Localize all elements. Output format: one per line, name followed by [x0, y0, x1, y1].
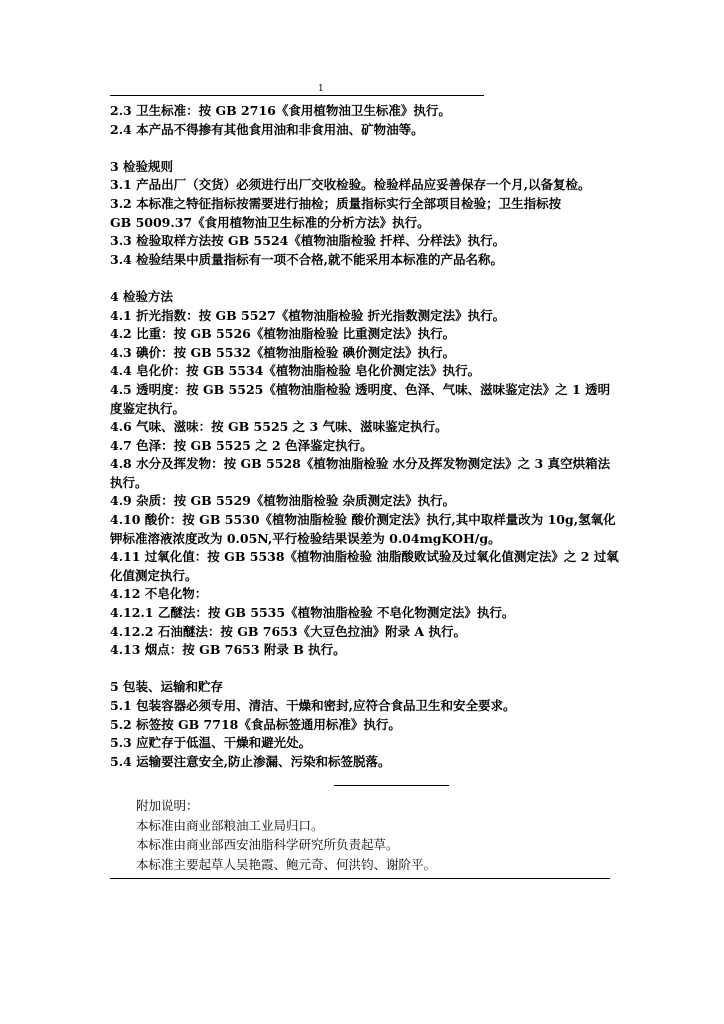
clause-line: 4.2 比重：按 GB 5526《植物油脂检验 比重测定法》执行。 — [110, 326, 456, 342]
clause-line: 3 检验规则 — [110, 158, 174, 174]
clause-line: 4.6 气味、滋味：按 GB 5525 之 3 气味、滋味鉴定执行。 — [110, 419, 448, 435]
notes-line: 本标准由商业部西安油脂科学研究所负责起草。 — [136, 837, 399, 853]
clause-line: 3.3 检验取样方法按 GB 5524《植物油脂检验 扦样、分样法》执行。 — [110, 233, 506, 249]
notes-heading: 附加说明： — [136, 798, 199, 814]
clause-line: 5.1 包装容器必须专用、清洁、干燥和密封,应符合食品卫生和安全要求。 — [110, 698, 516, 713]
page-mark: 1 — [318, 84, 324, 94]
clause-line: 4.8 水分及挥发物：按 GB 5528《植物油脂检验 水分及挥发物测定法》之 3 真空烘箱法 — [110, 456, 611, 472]
clause-line: 4.4 皂化价：按 GB 5534《植物油脂检验 皂化价测定法》执行。 — [110, 363, 481, 379]
clause-line: 度鉴定执行。 — [110, 400, 186, 416]
clause-line: 3.2 本标准之特征指标按需要进行抽检；质量指标实行全部项目检验；卫生指标按 — [110, 195, 562, 211]
additional-notes — [110, 796, 620, 874]
clause-line: 4.9 杂质：按 GB 5529《植物油脂检验 杂质测定法》执行。 — [110, 493, 456, 509]
paragraph-spacer — [110, 269, 620, 288]
clause-line: 4.1 折光指数：按 GB 5527《植物油脂检验 折光指数测定法》执行。 — [110, 307, 506, 323]
paragraph-spacer — [110, 660, 620, 679]
footer-rule — [110, 878, 610, 879]
clause-line: 5.4 运输要注意安全,防止渗漏、污染和标签脱落。 — [110, 753, 391, 769]
section-end-rule — [334, 785, 449, 786]
clause-line: 2.3 卫生标准：按 GB 2716《食用植物油卫生标准》执行。 — [110, 103, 451, 118]
paragraph-spacer — [110, 139, 620, 158]
clause-line: 5.3 应贮存于低温、干燥和避光处。 — [110, 735, 312, 751]
clause-line: 4.7 色泽：按 GB 5525 之 2 色泽鉴定执行。 — [110, 437, 373, 453]
clause-line: GB 5009.37《食用植物油卫生标准的分析方法》执行。 — [110, 214, 430, 230]
clause-line: 4.5 透明度：按 GB 5525《植物油脂检验 透明度、色泽、气味、滋味鉴定法》之 1 透明 — [110, 381, 611, 397]
clause-line: 2.4 本产品不得掺有其他食用油和非食用油、矿物油等。 — [110, 121, 424, 137]
standard-clauses — [110, 102, 620, 771]
clause-line: 3.4 检验结果中质量指标有一项不合格,就不能采用本标准的产品名称。 — [110, 251, 503, 267]
clause-line: 4.10 酸价：按 GB 5530《植物油脂检验 酸价测定法》执行,其中取样量改为 10g,氢氧化 — [110, 512, 616, 528]
clause-line: 钾标准溶液浓度改为 0.05N,平行检验结果误差为 0.04mgKOH/g。 — [110, 530, 501, 546]
clause-line: 4.11 过氧化值：按 GB 5538《植物油脂检验 油脂酸败试验及过氧化值测定法》之 2 过氧 — [110, 549, 619, 565]
clause-line: 4.13 烟点：按 GB 7653 附录 B 执行。 — [110, 642, 346, 658]
clause-line: 4 检验方法 — [110, 288, 174, 304]
notes-line: 本标准由商业部粮油工业局归口。 — [136, 817, 324, 833]
clause-line: 执行。 — [110, 474, 148, 490]
clause-line: 3.1 产品出厂（交货）必须进行出厂交收检验。检验样品应妥善保存一个月,以备复检。 — [110, 177, 591, 193]
header-rule — [110, 95, 484, 96]
document-body — [110, 102, 620, 879]
clause-line: 化值测定执行。 — [110, 567, 198, 583]
clause-line: 4.3 碘价：按 GB 5532《植物油脂检验 碘价测定法》执行。 — [110, 344, 456, 360]
clause-line: 4.12.1 乙醚法：按 GB 5535《植物油脂检验 不皂化物测定法》执行。 — [110, 605, 515, 621]
clause-line: 4.12 不皂化物： — [110, 586, 208, 602]
clause-line: 5.2 标签按 GB 7718《食品标签通用标准》执行。 — [110, 716, 401, 732]
clause-line: 4.12.2 石油醚法：按 GB 7653《大豆色拉油》附录 A 执行。 — [110, 623, 466, 639]
notes-line: 本标准主要起草人吴艳霞、鲍元奇、何洪钧、谢阶平。 — [136, 856, 437, 872]
clause-line: 5 包装、运输和贮存 — [110, 679, 224, 695]
